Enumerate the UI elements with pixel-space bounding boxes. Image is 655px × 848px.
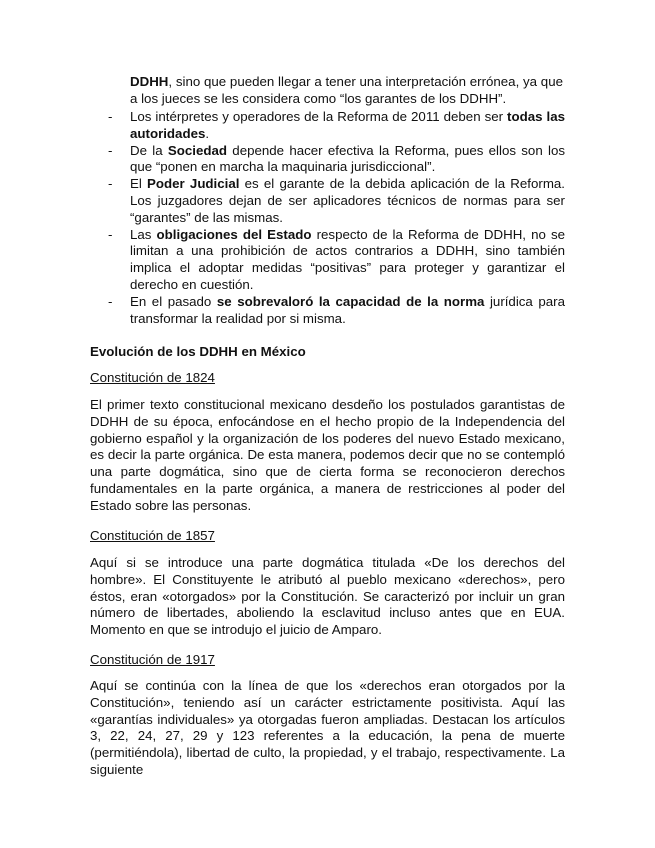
bullet-dash: -: [108, 293, 113, 309]
bullet-dash: -: [108, 109, 113, 124]
subsection-title-1824: Constitución de 1824: [90, 370, 215, 385]
paragraph-1857: Aquí si se introduce una parte dogmática titulada «De los derechos del hombre». El Constituyente le atributó al pueblo mexicano «derechos», pero éstos, eran «otorgados» por la Constitución. Se caracterizó por incluir un gran número de libertades, aboliendo la esclavitud incluso antes que en EUA. Momento en que se introdujo el juicio de Amparo.: [90, 555, 565, 638]
bullet-item: [0, 294, 565, 328]
bullet-bold: obligaciones del Estado: [156, 226, 312, 242]
bullet-text: De la: [130, 142, 168, 158]
bullet-dash: -: [108, 226, 113, 242]
bullet-bold: Sociedad: [167, 142, 228, 158]
bullet-text: depende hacer efectiva la Reforma, pues ellos son los que “ponen en marcha la maquinaria jurisdiccional”.: [130, 142, 565, 175]
section-heading: Evolución de los DDHH en México: [90, 344, 306, 359]
bullet-text: Los intérpretes y operadores de la Reforma de 2011 deben ser: [130, 109, 508, 124]
bullet-text: jurídica para transformar la realidad por si misma.: [130, 293, 565, 326]
paragraph-1917: Aquí se continúa con la línea de que los «derechos eran otorgados por la Constitución», teniendo así un carácter estrictamente positivista. Aquí las «garantías individuales» ya otorgadas fueron ampliadas. Destacan los artículos 3, 22, 24, 27, 29 y 123 referentes a la educación, la pena de muerte (permitiéndola), libertad de culto, la propiedad, y el trabajo, respectivamente. La siguiente: [90, 678, 565, 777]
bullet-bold: Poder Judicial: [147, 176, 240, 192]
bullet-bold: todas las autoridades: [130, 109, 565, 141]
bullet-item: [0, 109, 565, 143]
bullet-text: es el garante de la debida aplicación de la Reforma. Los juzgadores dejan de ser aplicadores técnicos de normas para ser “garantes” de las mismas.: [130, 176, 565, 225]
bullet-text: El: [130, 176, 148, 192]
bullet-text: .: [205, 125, 210, 141]
subsection-title-1857: Constitución de 1857: [90, 528, 215, 543]
bullet-item: [0, 227, 565, 294]
bullet-list: [0, 109, 565, 327]
paragraph-1824: El primer texto constitucional mexicano desdeño los postulados garantistas de DDHH de su época, enfocándose en el hecho propio de la Independencia del gobierno español y la organización de los poderes del nuevo Estado mexicano, es decir la parte orgánica. De esta manera, podemos decir que no se contempló una parte dogmática, sino que de cierta forma se reconocieron derechos fundamentales en la parte orgánica, a manera de restricciones al poder del Estado sobre las personas.: [90, 397, 565, 513]
continuation-paragraph: [130, 74, 563, 108]
subsection-title-1917: Constitución de 1917: [90, 652, 215, 667]
bullet-item: [0, 143, 565, 177]
bullet-dash: -: [108, 176, 113, 192]
continuation-bold: DDHH: [130, 74, 169, 89]
bullet-text: Las: [130, 226, 157, 242]
bullet-text: respecto de la Reforma de DDHH, no se limitan a una prohibición de actos contrarios a DDHH, sino también implica el adoptar medidas “positivas” para proteger y garantizar el derecho en cuestión.: [130, 226, 565, 292]
continuation-text: , sino que pueden llegar a tener una interpretación errónea, ya que a los jueces se les considera como “los garantes de los DDHH”.: [130, 74, 563, 106]
bullet-dash: -: [108, 142, 113, 158]
bullet-bold: se sobrevaloró la capacidad de la norma: [216, 293, 485, 309]
bullet-text: En el pasado: [130, 293, 217, 309]
bullet-item: [0, 176, 565, 226]
